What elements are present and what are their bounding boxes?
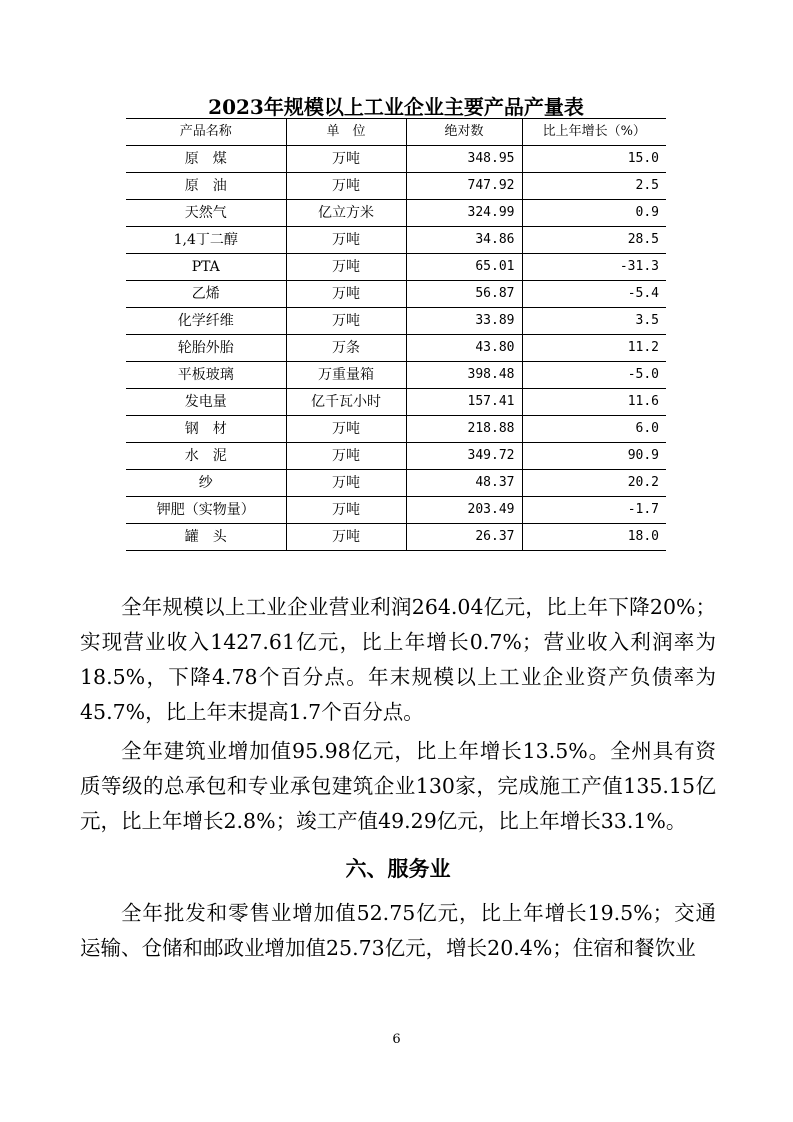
table-row (126, 497, 666, 524)
table-header-row (126, 119, 666, 146)
cell-product-name: 平板玻璃 (126, 362, 286, 389)
cell-unit: 亿千瓦小时 (286, 389, 406, 416)
cell-absolute-value: 48.37 (406, 470, 522, 497)
cell-growth-rate: 11.6 (522, 389, 666, 416)
cell-product-name: 水 泥 (126, 443, 286, 470)
cell-growth-rate: -5.4 (522, 281, 666, 308)
cell-absolute-value: 398.48 (406, 362, 522, 389)
cell-absolute-value: 218.88 (406, 416, 522, 443)
table-row (126, 227, 666, 254)
cell-product-name: 原 煤 (126, 146, 286, 173)
cell-unit: 万吨 (286, 281, 406, 308)
cell-product-name: 罐 头 (126, 524, 286, 551)
table-row (126, 173, 666, 200)
cell-growth-rate: 28.5 (522, 227, 666, 254)
cell-absolute-value: 56.87 (406, 281, 522, 308)
cell-unit: 万吨 (286, 146, 406, 173)
cell-absolute-value: 43.80 (406, 335, 522, 362)
cell-unit: 万吨 (286, 497, 406, 524)
table-row (126, 146, 666, 173)
header-growth-rate: 比上年增长（%） (522, 119, 666, 146)
cell-growth-rate: 15.0 (522, 146, 666, 173)
cell-growth-rate: -31.3 (522, 254, 666, 281)
cell-growth-rate: 18.0 (522, 524, 666, 551)
table-row (126, 281, 666, 308)
cell-unit: 万条 (286, 335, 406, 362)
cell-absolute-value: 26.37 (406, 524, 522, 551)
header-absolute-value: 绝对数 (406, 119, 522, 146)
cell-unit: 万吨 (286, 173, 406, 200)
header-product-name: 产品名称 (126, 119, 286, 146)
table-body (126, 146, 666, 551)
table-row (126, 470, 666, 497)
table-row (126, 308, 666, 335)
cell-product-name: PTA (126, 254, 286, 281)
table-row (126, 443, 666, 470)
cell-product-name: 化学纤维 (126, 308, 286, 335)
cell-growth-rate: 90.9 (522, 443, 666, 470)
cell-absolute-value: 349.72 (406, 443, 522, 470)
cell-product-name: 钾肥（实物量） (126, 497, 286, 524)
cell-growth-rate: -5.0 (522, 362, 666, 389)
cell-product-name: 原 油 (126, 173, 286, 200)
table-row (126, 524, 666, 551)
table-title: 2023年规模以上工业企业主要产品产量表 (208, 95, 584, 119)
cell-growth-rate: 11.2 (522, 335, 666, 362)
cell-product-name: 轮胎外胎 (126, 335, 286, 362)
cell-growth-rate: 20.2 (522, 470, 666, 497)
paragraph-construction: 全年建筑业增加值95.98亿元，比上年增长13.5%。全州具有资质等级的总承包和专业承包建筑企业130家，完成施工产值135.15亿元，比上年增长2.8%；竣工产值49.29亿元，比上年增长33.1%。 (80, 739, 716, 833)
cell-product-name: 天然气 (126, 200, 286, 227)
cell-unit: 万吨 (286, 308, 406, 335)
table-row (126, 389, 666, 416)
table-row (126, 200, 666, 227)
cell-product-name: 乙烯 (126, 281, 286, 308)
cell-growth-rate: 0.9 (522, 200, 666, 227)
cell-growth-rate: 2.5 (522, 173, 666, 200)
cell-unit: 万吨 (286, 443, 406, 470)
cell-unit: 亿立方米 (286, 200, 406, 227)
cell-absolute-value: 65.01 (406, 254, 522, 281)
table-row (126, 254, 666, 281)
table-row (126, 416, 666, 443)
cell-absolute-value: 33.89 (406, 308, 522, 335)
cell-unit: 万吨 (286, 227, 406, 254)
table-row (126, 335, 666, 362)
cell-growth-rate: -1.7 (522, 497, 666, 524)
cell-growth-rate: 6.0 (522, 416, 666, 443)
paragraph-industry-profit: 全年规模以上工业企业营业利润264.04亿元，比上年下降20%；实现营业收入1427.61亿元，比上年增长0.7%；营业收入利润率为18.5%，下降4.78个百分点。年末规模以上工业企业资产负债率为45.7%，比上年末提高1.7个百分点。 (80, 595, 716, 724)
cell-unit: 万吨 (286, 254, 406, 281)
cell-absolute-value: 157.41 (406, 389, 522, 416)
cell-absolute-value: 324.99 (406, 200, 522, 227)
cell-growth-rate: 3.5 (522, 308, 666, 335)
cell-product-name: 钢 材 (126, 416, 286, 443)
table-row (126, 362, 666, 389)
cell-absolute-value: 203.49 (406, 497, 522, 524)
cell-absolute-value: 348.95 (406, 146, 522, 173)
cell-absolute-value: 747.92 (406, 173, 522, 200)
page-number: 6 (392, 1032, 401, 1047)
cell-product-name: 发电量 (126, 389, 286, 416)
cell-unit: 万吨 (286, 524, 406, 551)
header-unit: 单 位 (286, 119, 406, 146)
cell-absolute-value: 34.86 (406, 227, 522, 254)
body-text (80, 590, 716, 966)
cell-unit: 万吨 (286, 470, 406, 497)
cell-unit: 万重量箱 (286, 362, 406, 389)
cell-product-name: 纱 (126, 470, 286, 497)
paragraph-services: 全年批发和零售业增加值52.75亿元，比上年增长19.5%；交通运输、仓储和邮政业增加值25.73亿元，增长20.4%；住宿和餐饮业 (80, 901, 716, 960)
cell-unit: 万吨 (286, 416, 406, 443)
product-output-table (126, 118, 666, 551)
section-title: 六、服务业 (345, 857, 451, 881)
cell-product-name: 1,4丁二醇 (126, 227, 286, 254)
